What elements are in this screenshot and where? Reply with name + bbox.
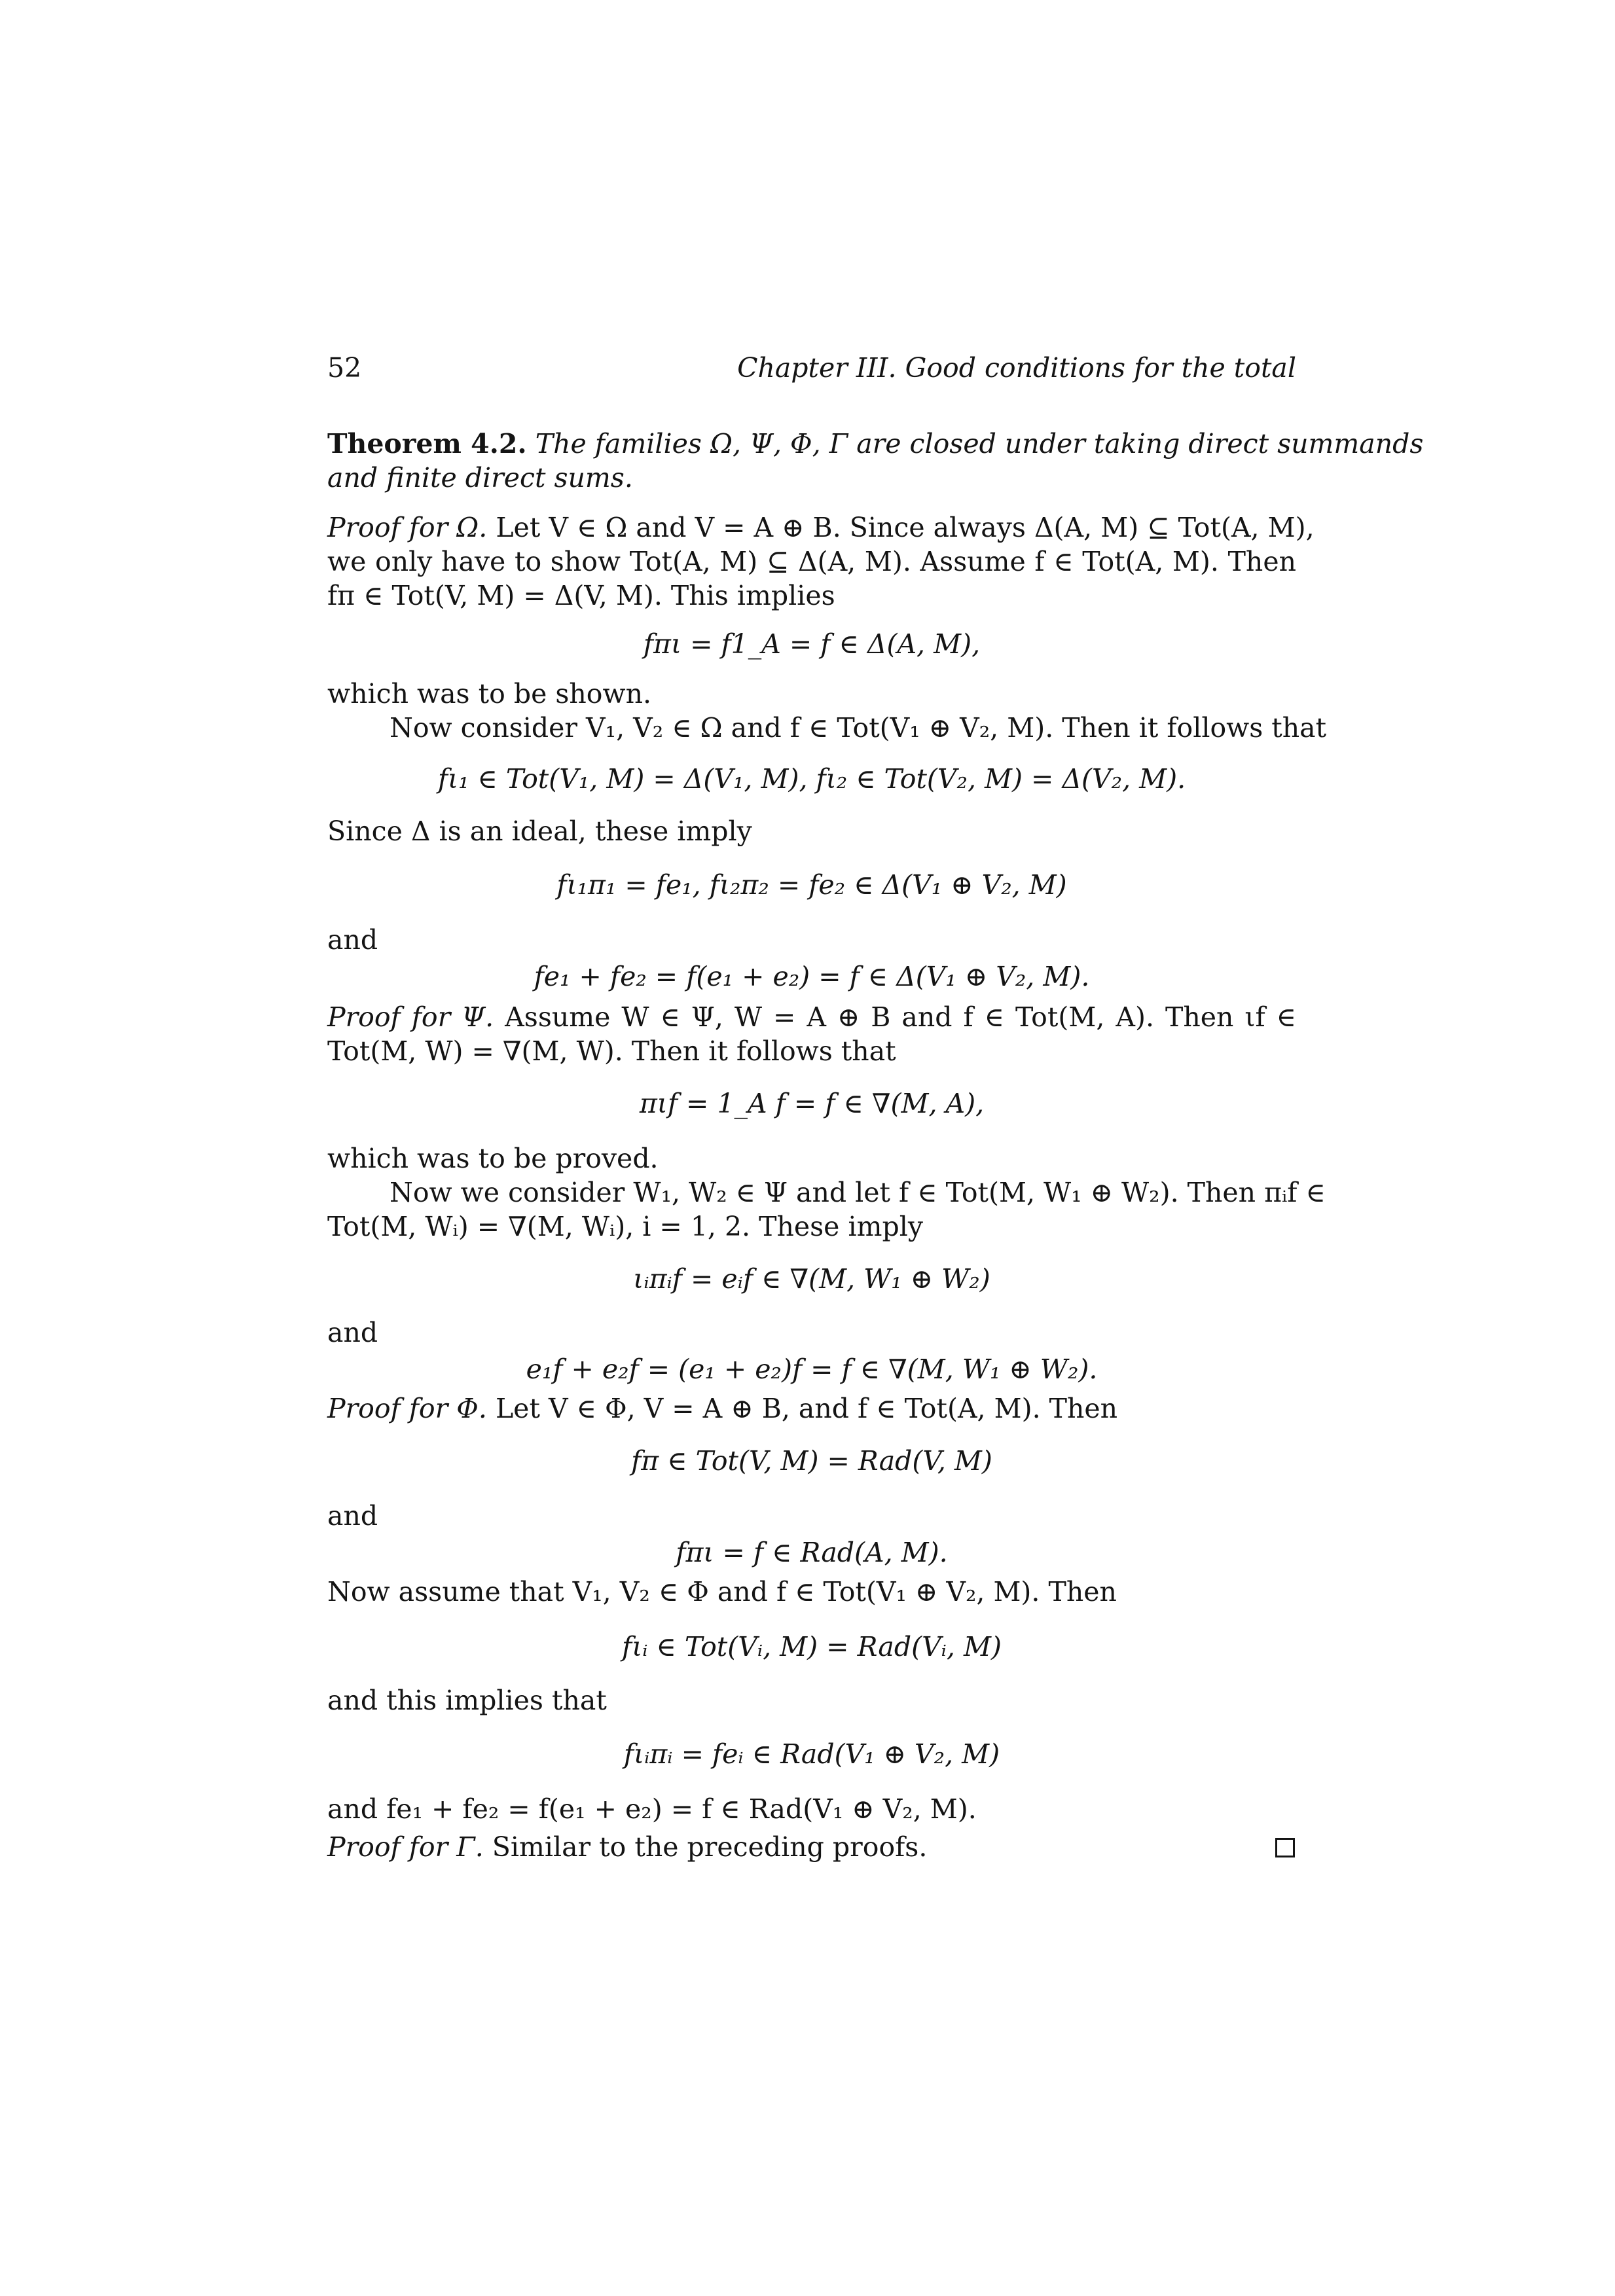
- qed-square-icon: [1275, 1838, 1295, 1857]
- proof-omega-line-6: Since Δ is an ideal, these imply: [327, 816, 752, 847]
- proof-phi-line-2: Now assume that V₁, V₂ ∈ Φ and f ∈ Tot(V₁ ⊕ V₂, M). Then: [327, 1576, 1117, 1607]
- proof-phi-label: Proof for Φ.: [327, 1393, 487, 1424]
- proof-psi-line-2: Tot(M, W) = ∇(M, W). Then it follows that: [327, 1035, 896, 1067]
- proof-omega-line-4: which was to be shown.: [327, 678, 652, 709]
- equation-psi-2: ιᵢπᵢf = eᵢf ∈ ∇(M, W₁ ⊕ W₂): [633, 1263, 990, 1295]
- equation-omega-3: fι₁π₁ = fe₁, fι₂π₂ = fe₂ ∈ Δ(V₁ ⊕ V₂, M): [556, 869, 1067, 901]
- proof-psi-line-1: [327, 1000, 1296, 1034]
- proof-psi-line-3: which was to be proved.: [327, 1143, 659, 1174]
- proof-phi-and: and: [327, 1500, 378, 1532]
- theorem-label: Theorem 4.2.: [327, 428, 527, 459]
- equation-phi-2: fπι = f ∈ Rad(A, M).: [676, 1537, 948, 1568]
- equation-psi-3: e₁f + e₂f = (e₁ + e₂)f = f ∈ ∇(M, W₁ ⊕ W₂).: [526, 1354, 1098, 1385]
- proof-psi-label: Proof for Ψ.: [327, 1001, 494, 1033]
- equation-phi-1: fπ ∈ Tot(V, M) = Rad(V, M): [631, 1445, 992, 1477]
- running-title: Chapter III. Good conditions for the total: [737, 352, 1296, 384]
- theorem-line-1: [327, 427, 1424, 461]
- proof-psi-and: and: [327, 1317, 378, 1348]
- proof-gamma-line: [327, 1830, 1296, 1864]
- proof-psi-line-4: Now we consider W₁, W₂ ∈ Ψ and let f ∈ Tot(M, W₁ ⊕ W₂). Then πᵢf ∈: [390, 1177, 1326, 1208]
- equation-psi-1: πιf = 1_A f = f ∈ ∇(M, A),: [639, 1088, 985, 1119]
- proof-gamma-label: Proof for Γ.: [327, 1831, 484, 1863]
- equation-omega-4: fe₁ + fe₂ = f(e₁ + e₂) = f ∈ Δ(V₁ ⊕ V₂, M).: [534, 961, 1090, 992]
- proof-omega-line-3: fπ ∈ Tot(V, M) = Δ(V, M). This implies: [327, 580, 835, 611]
- proof-psi-text-1: Assume W ∈ Ψ, W = A ⊕ B and f ∈ Tot(M, A). Then ιf ∈: [505, 1001, 1296, 1033]
- equation-omega-2: fι₁ ∈ Tot(V₁, M) = Δ(V₁, M), fι₂ ∈ Tot(V₂, M) = Δ(V₂, M).: [437, 763, 1186, 795]
- proof-omega-and: and: [327, 924, 378, 956]
- proof-omega-line-1: [327, 511, 1315, 545]
- proof-omega-line-5: Now consider V₁, V₂ ∈ Ω and f ∈ Tot(V₁ ⊕ V₂, M). Then it follows that: [390, 712, 1327, 744]
- proof-omega-text-1: Let V ∈ Ω and V = A ⊕ B. Since always Δ(A, M) ⊆ Tot(A, M),: [496, 512, 1315, 543]
- proof-psi-line-5: Tot(M, Wᵢ) = ∇(M, Wᵢ), i = 1, 2. These imply: [327, 1211, 923, 1242]
- page-number: 52: [327, 352, 362, 384]
- proof-omega-label: Proof for Ω.: [327, 512, 488, 543]
- theorem-statement-2: and finite direct sums.: [327, 462, 633, 493]
- equation-phi-4: fιᵢπᵢ = feᵢ ∈ Rad(V₁ ⊕ V₂, M): [623, 1738, 1000, 1770]
- proof-phi-line-4: and fe₁ + fe₂ = f(e₁ + e₂) = f ∈ Rad(V₁ ⊕ V₂, M).: [327, 1793, 977, 1825]
- equation-omega-1: fπι = f1_A = f ∈ Δ(A, M),: [643, 628, 981, 660]
- theorem-statement-1: The families Ω, Ψ, Φ, Γ are closed under taking direct summands: [535, 428, 1424, 459]
- proof-gamma-text: Similar to the preceding proofs.: [492, 1831, 928, 1863]
- proof-omega-line-2: we only have to show Tot(A, M) ⊆ Δ(A, M). Assume f ∈ Tot(A, M). Then: [327, 546, 1296, 577]
- proof-phi-line-1: [327, 1391, 1296, 1426]
- equation-phi-3: fιᵢ ∈ Tot(Vᵢ, M) = Rad(Vᵢ, M): [622, 1631, 1002, 1662]
- proof-phi-text-1: Let V ∈ Φ, V = A ⊕ B, and f ∈ Tot(A, M). Then: [495, 1393, 1118, 1424]
- proof-phi-line-3: and this implies that: [327, 1685, 607, 1716]
